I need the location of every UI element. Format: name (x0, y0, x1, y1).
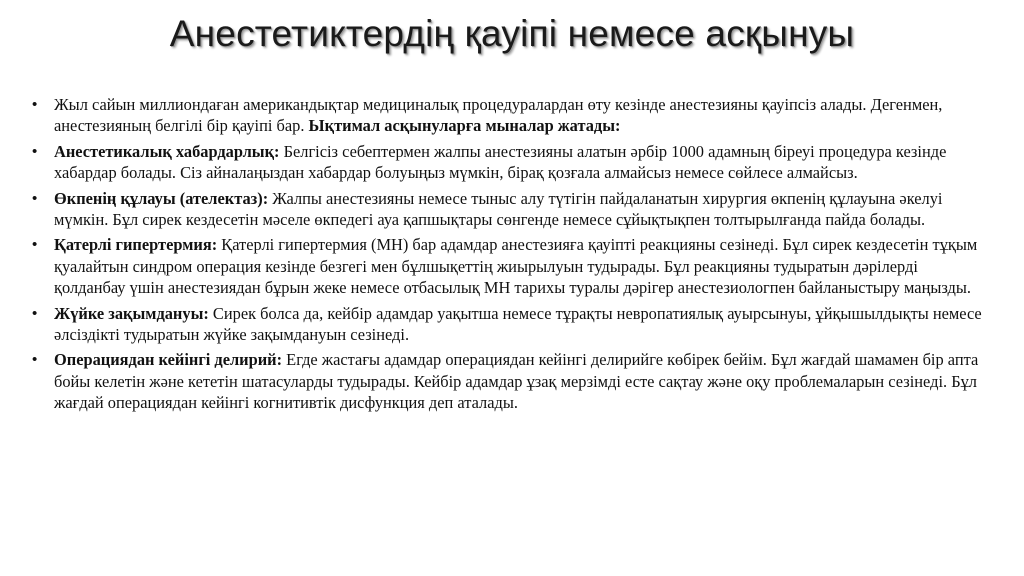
item-heading: Анестетикалық хабардарлық: (54, 141, 280, 161)
list-item (32, 94, 992, 137)
item-text: Белгісіз себептермен жалпы анестезияны алатын әрбір 1000 адамның біреуі процедура кезінде хабардар болады. Сіз айналаңыздан хабардар болуыңыз мүмкін, бірақ қозғала алмайсыз немесе сөйлесе алмайсыз. (54, 141, 947, 183)
item-bold-text: Ықтимал асқынуларға мыналар жатады: (308, 116, 621, 136)
item-text: Сирек болса да, кейбір адамдар уақытша немесе тұрақты невропатиялық ауырсынуы, ұйқышылдықты немесе әлсіздікті тудыратын жүйке зақымдануын сезінеді. (54, 303, 982, 345)
bullet-icon: • (32, 142, 38, 160)
list-item (32, 303, 992, 346)
item-heading: Операциядан кейінгі делирий: (54, 350, 283, 370)
list-item (32, 234, 992, 298)
item-text: Қатерлі гипертермия (МН) бар адамдар анестезияға қауіпті реакцияны сезінеді. Бұл сирек кездесетін тұқым қуалайтын синдром операция кезінде безгегі мен бұлшықеттің жиырылуын тудырады. Бұл реакцияны тудыратын дәрілерді қолданбау үшін анестезиядан бұрын жеке немесе отбасылық МН тарихы туралы дәрігер анестезиологпен байланыстыру маңызды. (54, 235, 978, 298)
item-text: Жалпы анестезияны немесе тыныс алу түтігін пайдаланатын хирургия өкпенің құлауына әкелуі мүмкін. Бұл сирек кездесетін мәселе өкпедегі ауа қапшықтары сөнгенде немесе сұйықтықпен толтырылғанда пайда болады. (54, 188, 943, 230)
slide-title: Анестетиктердің қауіпі немесе асқынуы (169, 13, 855, 54)
list-item (32, 349, 992, 413)
list-item (32, 188, 992, 231)
item-heading: Қатерлі гипертермия: (54, 235, 218, 255)
item-text: Жыл сайын миллиондаған американдықтар медициналық процедуралардан өту кезінде анестезияны қауіпсіз алады. Дегенмен, анестезияның белгілі бір қауіпі бар. (54, 95, 943, 136)
bullet-icon: • (32, 236, 38, 254)
bullet-icon: • (32, 351, 38, 369)
item-heading: Жүйке зақымдануы: (54, 303, 209, 323)
item-text: Егде жастағы адамдар операциядан кейінгі делирийге көбірек бейім. Бұл жағдай шамамен бір апта бойы келетін және кететін шатасуларды тудырады. Кейбір адамдар ұзақ мерзімді есте сақтау және оқу проблемаларын сезінеді. Бұл жағдай операциядан кейінгі когнитивтік дисфункция деп аталады. (54, 350, 979, 413)
bullet-list (32, 94, 992, 418)
bullet-icon: • (32, 304, 38, 322)
item-heading: Өкпенің құлауы (ателектаз): (54, 188, 269, 208)
bullet-icon: • (32, 96, 38, 113)
bullet-icon: • (32, 189, 38, 207)
list-item (32, 141, 992, 184)
